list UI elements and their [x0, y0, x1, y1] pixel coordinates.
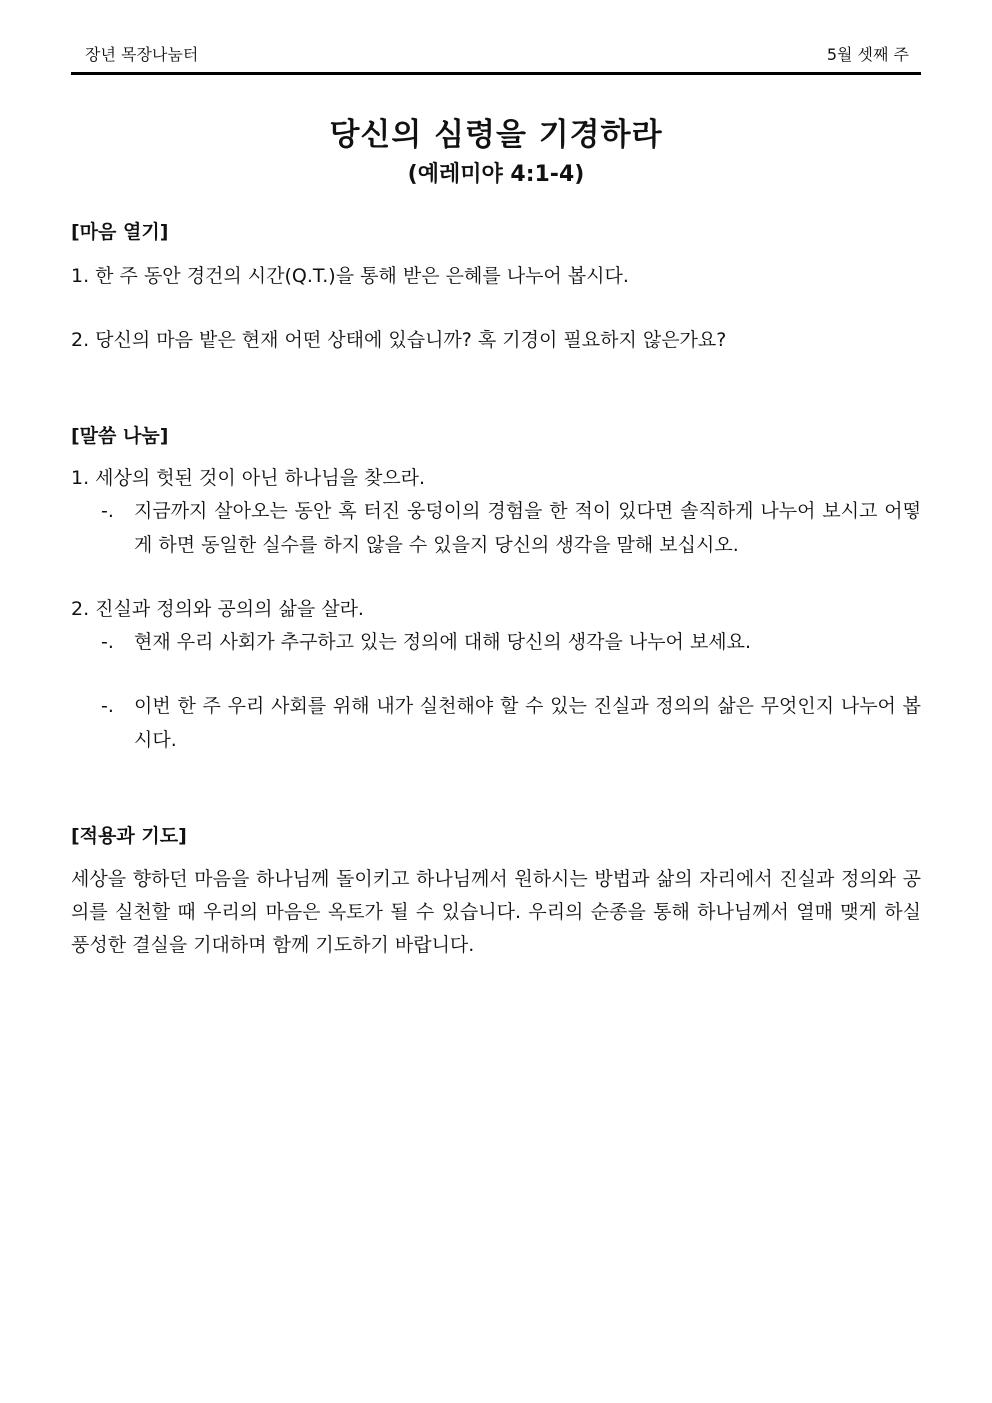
word-question-2-sub-2: [101, 689, 921, 757]
section-heading-open: [마음 열기]: [71, 221, 169, 243]
dash-marker: -.: [101, 631, 114, 653]
sub-question-text: 현재 우리 사회가 추구하고 있는 정의에 대해 당신의 생각을 나누어 보세요.: [134, 631, 752, 653]
sub-question-text: 이번 한 주 우리 사회를 위해 내가 실천해야 할 수 있는 진실과 정의의 삶은 무엇인지 나누어 봅시다.: [134, 695, 921, 751]
open-question-1: 1. 한 주 동안 경건의 시간(Q.T.)을 통해 받은 은혜를 나누어 봅시다.: [71, 265, 629, 287]
section-heading-apply: [적용과 기도]: [71, 825, 187, 847]
section-heading-word: [말씀 나눔]: [71, 425, 169, 447]
sub-question-text: 지금까지 살아오는 동안 혹 터진 웅덩이의 경험을 한 적이 있다면 솔직하게 나누어 보시고 어떻게 하면 동일한 실수를 하지 않을 수 있을지 당신의 생각을 말해 보십시오.: [134, 500, 921, 556]
scripture-reference: (예레미야 4:1-4): [407, 162, 585, 187]
page-header: [71, 42, 921, 68]
dash-marker: -.: [101, 695, 114, 717]
word-question-2-sub-1: [101, 625, 921, 659]
open-question-2: 2. 당신의 마음 밭은 현재 어떤 상태에 있습니까? 혹 기경이 필요하지 않은가요?: [71, 329, 727, 351]
word-question-1-sub-1: [101, 494, 921, 562]
word-question-2: 2. 진실과 정의와 공의의 삶을 살라.: [71, 598, 364, 620]
dash-marker: -.: [101, 500, 114, 522]
apply-paragraph: 세상을 향하던 마음을 하나님께 돌이키고 하나님께서 원하시는 방법과 삶의 자리에서 진실과 정의와 공의를 실천할 때 우리의 마음은 옥토가 될 수 있습니다. 우리의 순종을 통해 하나님께서 열매 맺게 하실 풍성한 결실을 기대하며 함께 기도하기 바랍니다.: [71, 868, 921, 956]
word-question-1: 1. 세상의 헛된 것이 아닌 하나님을 찾으라.: [71, 467, 426, 489]
page-title: 당신의 심령을 기경하라: [329, 117, 663, 153]
header-divider: [71, 72, 921, 75]
header-group-name: 장년 목장나눔터: [85, 45, 199, 64]
header-week: 5월 셋째 주: [826, 45, 909, 64]
